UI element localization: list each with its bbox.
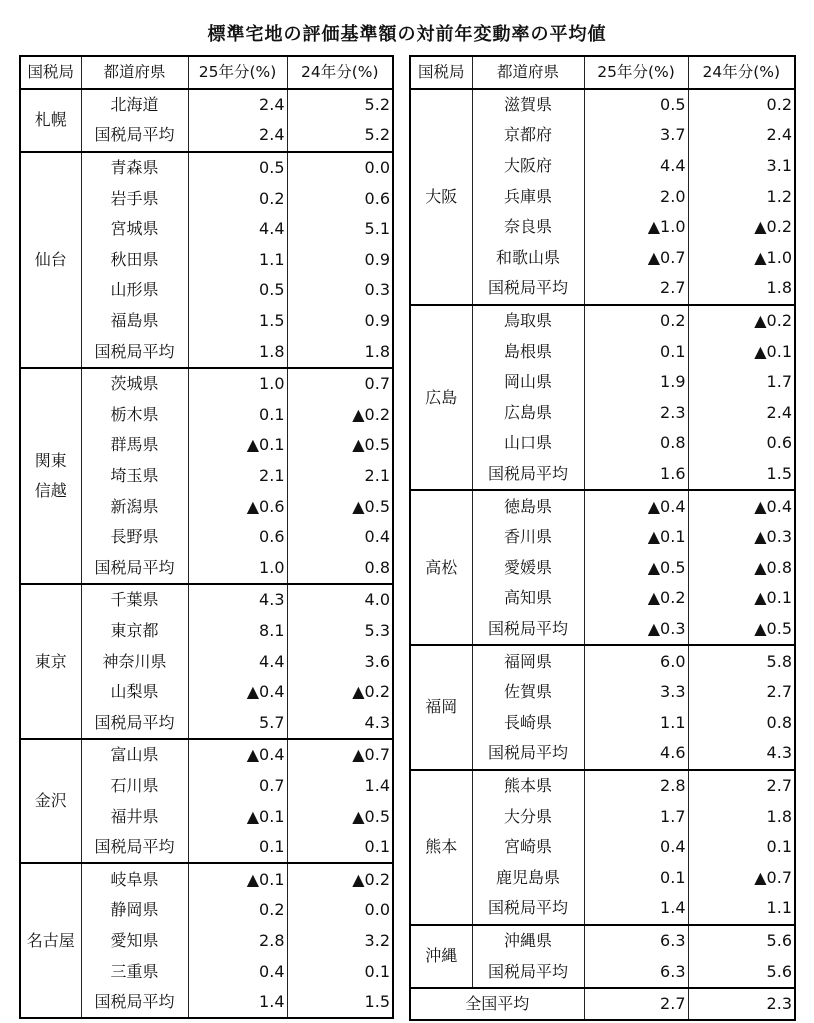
prefecture-cell: 福島県 xyxy=(81,306,188,337)
y25-cell: 1.7 xyxy=(584,801,688,832)
y24-cell: 1.8 xyxy=(287,336,393,368)
prefecture-cell: 富山県 xyxy=(81,739,188,771)
prefecture-cell: 兵庫県 xyxy=(472,181,584,212)
bureau-cell: 関東 信越 xyxy=(20,368,81,584)
table-row xyxy=(20,152,393,184)
y24-cell: 2.1 xyxy=(287,461,393,492)
y24-cell: ▲1.0 xyxy=(688,243,795,274)
y24-cell: 2.7 xyxy=(688,770,795,802)
y25-cell: 0.4 xyxy=(584,832,688,863)
column-header: 国税局 xyxy=(410,56,472,89)
y24-cell: 1.1 xyxy=(688,893,795,925)
bureau-cell: 札幌 xyxy=(20,89,81,152)
prefecture-cell: 山形県 xyxy=(81,275,188,306)
y25-cell: 4.3 xyxy=(188,584,287,616)
y25-cell: 2.0 xyxy=(584,181,688,212)
right-table xyxy=(409,55,796,1021)
y25-cell: 0.2 xyxy=(188,895,287,926)
prefecture-cell: 岩手県 xyxy=(81,183,188,214)
y24-cell: 5.8 xyxy=(688,645,795,677)
y24-cell: ▲0.1 xyxy=(688,336,795,367)
column-header: 24年分(%) xyxy=(688,56,795,89)
y24-cell: 4.3 xyxy=(688,738,795,770)
y25-cell: 6.3 xyxy=(584,925,688,957)
column-header: 都道府県 xyxy=(472,56,584,89)
table-row xyxy=(410,305,795,337)
y24-cell: ▲0.5 xyxy=(287,430,393,461)
y25-cell: 0.1 xyxy=(584,336,688,367)
prefecture-cell: 静岡県 xyxy=(81,895,188,926)
y24-cell: ▲0.2 xyxy=(287,400,393,431)
y25-cell: 4.4 xyxy=(584,151,688,182)
prefecture-cell: 広島県 xyxy=(472,398,584,429)
prefecture-cell: 長崎県 xyxy=(472,707,584,738)
y25-cell: 8.1 xyxy=(188,616,287,647)
y25-cell: 6.3 xyxy=(584,956,688,988)
bureau-cell: 福岡 xyxy=(410,645,472,769)
y24-cell: 0.7 xyxy=(287,368,393,400)
prefecture-cell: 国税局平均 xyxy=(81,553,188,585)
y24-cell: 5.1 xyxy=(287,214,393,245)
y24-cell: 0.9 xyxy=(287,245,393,276)
y24-cell: 5.6 xyxy=(688,925,795,957)
prefecture-cell: 福岡県 xyxy=(472,645,584,677)
prefecture-cell: 国税局平均 xyxy=(81,120,188,152)
bureau-cell: 金沢 xyxy=(20,739,81,863)
prefecture-cell: 国税局平均 xyxy=(472,738,584,770)
table-row xyxy=(410,925,795,957)
prefecture-cell: 秋田県 xyxy=(81,245,188,276)
y24-cell: 1.2 xyxy=(688,181,795,212)
prefecture-cell: 国税局平均 xyxy=(81,832,188,864)
y24-cell: 0.1 xyxy=(287,956,393,987)
prefecture-cell: 三重県 xyxy=(81,956,188,987)
y24-cell: ▲0.2 xyxy=(287,863,393,895)
y25-cell: 2.1 xyxy=(188,461,287,492)
total-row xyxy=(410,988,795,1021)
y24-cell: 0.0 xyxy=(287,895,393,926)
header-row xyxy=(410,56,795,89)
y25-cell: 4.6 xyxy=(584,738,688,770)
prefecture-cell: 沖縄県 xyxy=(472,925,584,957)
y24-cell: 0.6 xyxy=(688,428,795,459)
prefecture-cell: 大分県 xyxy=(472,801,584,832)
table-row xyxy=(20,368,393,400)
y25-cell: 0.2 xyxy=(188,183,287,214)
y25-cell: 2.4 xyxy=(188,120,287,152)
y24-cell: 0.1 xyxy=(688,832,795,863)
y25-cell: ▲0.4 xyxy=(188,677,287,708)
bureau-cell: 東京 xyxy=(20,584,81,739)
total-y25: 2.7 xyxy=(584,988,688,1021)
y24-cell: 0.8 xyxy=(287,553,393,585)
prefecture-cell: 京都府 xyxy=(472,120,584,151)
y24-cell: 5.2 xyxy=(287,120,393,152)
prefecture-cell: 茨城県 xyxy=(81,368,188,400)
bureau-cell: 名古屋 xyxy=(20,863,81,1018)
prefecture-cell: 島根県 xyxy=(472,336,584,367)
y25-cell: 1.4 xyxy=(188,987,287,1019)
prefecture-cell: 国税局平均 xyxy=(81,707,188,739)
y25-cell: ▲0.6 xyxy=(188,491,287,522)
table-row xyxy=(20,89,393,121)
y25-cell: 1.6 xyxy=(584,459,688,491)
prefecture-cell: 山口県 xyxy=(472,428,584,459)
prefecture-cell: 佐賀県 xyxy=(472,677,584,708)
y24-cell: 0.3 xyxy=(287,275,393,306)
prefecture-cell: 石川県 xyxy=(81,771,188,802)
y25-cell: 0.5 xyxy=(188,152,287,184)
prefecture-cell: 国税局平均 xyxy=(472,614,584,646)
y24-cell: ▲0.5 xyxy=(688,614,795,646)
table-row xyxy=(20,863,393,895)
prefecture-cell: 東京都 xyxy=(81,616,188,647)
column-header: 25年分(%) xyxy=(584,56,688,89)
prefecture-cell: 千葉県 xyxy=(81,584,188,616)
y24-cell: 1.4 xyxy=(287,771,393,802)
y25-cell: 0.1 xyxy=(188,400,287,431)
y24-cell: 5.6 xyxy=(688,956,795,988)
prefecture-cell: 国税局平均 xyxy=(472,956,584,988)
y25-cell: 1.1 xyxy=(188,245,287,276)
y24-cell: 3.2 xyxy=(287,926,393,957)
y24-cell: ▲0.5 xyxy=(287,801,393,832)
prefecture-cell: 香川県 xyxy=(472,522,584,553)
y25-cell: ▲0.4 xyxy=(584,490,688,522)
y24-cell: ▲0.5 xyxy=(287,491,393,522)
prefecture-cell: 埼玉県 xyxy=(81,461,188,492)
y25-cell: 2.8 xyxy=(188,926,287,957)
bureau-cell: 仙台 xyxy=(20,152,81,368)
y24-cell: 1.8 xyxy=(688,273,795,305)
y24-cell: 2.4 xyxy=(688,120,795,151)
y25-cell: ▲0.1 xyxy=(188,801,287,832)
prefecture-cell: 滋賀県 xyxy=(472,89,584,121)
y25-cell: 1.0 xyxy=(188,368,287,400)
y25-cell: 1.1 xyxy=(584,707,688,738)
y25-cell: 2.7 xyxy=(584,273,688,305)
y25-cell: 1.5 xyxy=(188,306,287,337)
total-y24: 2.3 xyxy=(688,988,795,1021)
prefecture-cell: 大阪府 xyxy=(472,151,584,182)
y24-cell: 5.3 xyxy=(287,616,393,647)
y25-cell: 2.4 xyxy=(188,89,287,121)
y25-cell: 0.1 xyxy=(188,832,287,864)
y25-cell: 0.6 xyxy=(188,522,287,553)
y25-cell: ▲0.3 xyxy=(584,614,688,646)
y25-cell: 0.1 xyxy=(584,862,688,893)
table-row xyxy=(410,490,795,522)
prefecture-cell: 和歌山県 xyxy=(472,243,584,274)
header-row xyxy=(20,56,393,89)
y24-cell: 0.0 xyxy=(287,152,393,184)
y24-cell: 0.6 xyxy=(287,183,393,214)
y25-cell: ▲0.1 xyxy=(584,522,688,553)
y25-cell: 5.7 xyxy=(188,707,287,739)
y25-cell: 1.0 xyxy=(188,553,287,585)
y24-cell: 1.5 xyxy=(688,459,795,491)
bureau-cell: 広島 xyxy=(410,305,472,491)
prefecture-cell: 国税局平均 xyxy=(472,273,584,305)
y24-cell: 4.0 xyxy=(287,584,393,616)
y25-cell: 0.5 xyxy=(584,89,688,121)
prefecture-cell: 青森県 xyxy=(81,152,188,184)
prefecture-cell: 鹿児島県 xyxy=(472,862,584,893)
prefecture-cell: 国税局平均 xyxy=(81,336,188,368)
prefecture-cell: 宮崎県 xyxy=(472,832,584,863)
y25-cell: 4.4 xyxy=(188,646,287,677)
prefecture-cell: 徳島県 xyxy=(472,490,584,522)
column-header: 24年分(%) xyxy=(287,56,393,89)
bureau-cell: 沖縄 xyxy=(410,925,472,988)
y25-cell: 6.0 xyxy=(584,645,688,677)
y24-cell: 0.9 xyxy=(287,306,393,337)
y24-cell: 4.3 xyxy=(287,707,393,739)
table-row xyxy=(410,770,795,802)
y24-cell: 1.5 xyxy=(287,987,393,1019)
y25-cell: ▲0.1 xyxy=(188,430,287,461)
y24-cell: 2.4 xyxy=(688,398,795,429)
prefecture-cell: 国税局平均 xyxy=(81,987,188,1019)
y24-cell: 5.2 xyxy=(287,89,393,121)
y24-cell: 1.7 xyxy=(688,367,795,398)
table-row xyxy=(410,645,795,677)
bureau-cell: 大阪 xyxy=(410,89,472,305)
y25-cell: 1.9 xyxy=(584,367,688,398)
y24-cell: 0.1 xyxy=(287,832,393,864)
y24-cell: ▲0.2 xyxy=(287,677,393,708)
total-label: 全国平均 xyxy=(410,988,584,1021)
y25-cell: 0.7 xyxy=(188,771,287,802)
prefecture-cell: 愛媛県 xyxy=(472,553,584,584)
y25-cell: ▲0.1 xyxy=(188,863,287,895)
y24-cell: 1.8 xyxy=(688,801,795,832)
y25-cell: 4.4 xyxy=(188,214,287,245)
y24-cell: ▲0.2 xyxy=(688,305,795,337)
prefecture-cell: 岡山県 xyxy=(472,367,584,398)
prefecture-cell: 長野県 xyxy=(81,522,188,553)
bureau-cell: 高松 xyxy=(410,490,472,645)
y25-cell: ▲0.4 xyxy=(188,739,287,771)
prefecture-cell: 国税局平均 xyxy=(472,459,584,491)
y25-cell: 2.8 xyxy=(584,770,688,802)
column-header: 都道府県 xyxy=(81,56,188,89)
y24-cell: ▲0.2 xyxy=(688,212,795,243)
prefecture-cell: 栃木県 xyxy=(81,400,188,431)
y25-cell: 3.7 xyxy=(584,120,688,151)
y25-cell: 3.3 xyxy=(584,677,688,708)
column-header: 25年分(%) xyxy=(188,56,287,89)
y25-cell: 0.8 xyxy=(584,428,688,459)
y24-cell: 0.2 xyxy=(688,89,795,121)
y24-cell: ▲0.4 xyxy=(688,490,795,522)
table-row xyxy=(20,584,393,616)
prefecture-cell: 岐阜県 xyxy=(81,863,188,895)
prefecture-cell: 山梨県 xyxy=(81,677,188,708)
y25-cell: 2.3 xyxy=(584,398,688,429)
y25-cell: 1.4 xyxy=(584,893,688,925)
prefecture-cell: 高知県 xyxy=(472,583,584,614)
y24-cell: 2.7 xyxy=(688,677,795,708)
column-header: 国税局 xyxy=(20,56,81,89)
y25-cell: 1.8 xyxy=(188,336,287,368)
y24-cell: ▲0.8 xyxy=(688,553,795,584)
prefecture-cell: 奈良県 xyxy=(472,212,584,243)
y25-cell: ▲0.2 xyxy=(584,583,688,614)
prefecture-cell: 愛知県 xyxy=(81,926,188,957)
y24-cell: 0.8 xyxy=(688,707,795,738)
y25-cell: ▲0.7 xyxy=(584,243,688,274)
table-row xyxy=(410,89,795,121)
y24-cell: ▲0.7 xyxy=(287,739,393,771)
y25-cell: ▲1.0 xyxy=(584,212,688,243)
y24-cell: ▲0.7 xyxy=(688,862,795,893)
table-row xyxy=(20,739,393,771)
prefecture-cell: 熊本県 xyxy=(472,770,584,802)
y24-cell: 3.6 xyxy=(287,646,393,677)
y24-cell: 3.1 xyxy=(688,151,795,182)
page-title: 標準宅地の評価基準額の対前年変動率の平均値 xyxy=(207,24,607,45)
y24-cell: ▲0.1 xyxy=(688,583,795,614)
prefecture-cell: 宮城県 xyxy=(81,214,188,245)
y25-cell: ▲0.5 xyxy=(584,553,688,584)
prefecture-cell: 福井県 xyxy=(81,801,188,832)
prefecture-cell: 群馬県 xyxy=(81,430,188,461)
bureau-cell: 熊本 xyxy=(410,770,472,925)
y25-cell: 0.4 xyxy=(188,956,287,987)
y24-cell: ▲0.3 xyxy=(688,522,795,553)
prefecture-cell: 北海道 xyxy=(81,89,188,121)
left-table xyxy=(19,55,394,1019)
y25-cell: 0.5 xyxy=(188,275,287,306)
prefecture-cell: 神奈川県 xyxy=(81,646,188,677)
prefecture-cell: 鳥取県 xyxy=(472,305,584,337)
prefecture-cell: 国税局平均 xyxy=(472,893,584,925)
y25-cell: 0.2 xyxy=(584,305,688,337)
prefecture-cell: 新潟県 xyxy=(81,491,188,522)
y24-cell: 0.4 xyxy=(287,522,393,553)
